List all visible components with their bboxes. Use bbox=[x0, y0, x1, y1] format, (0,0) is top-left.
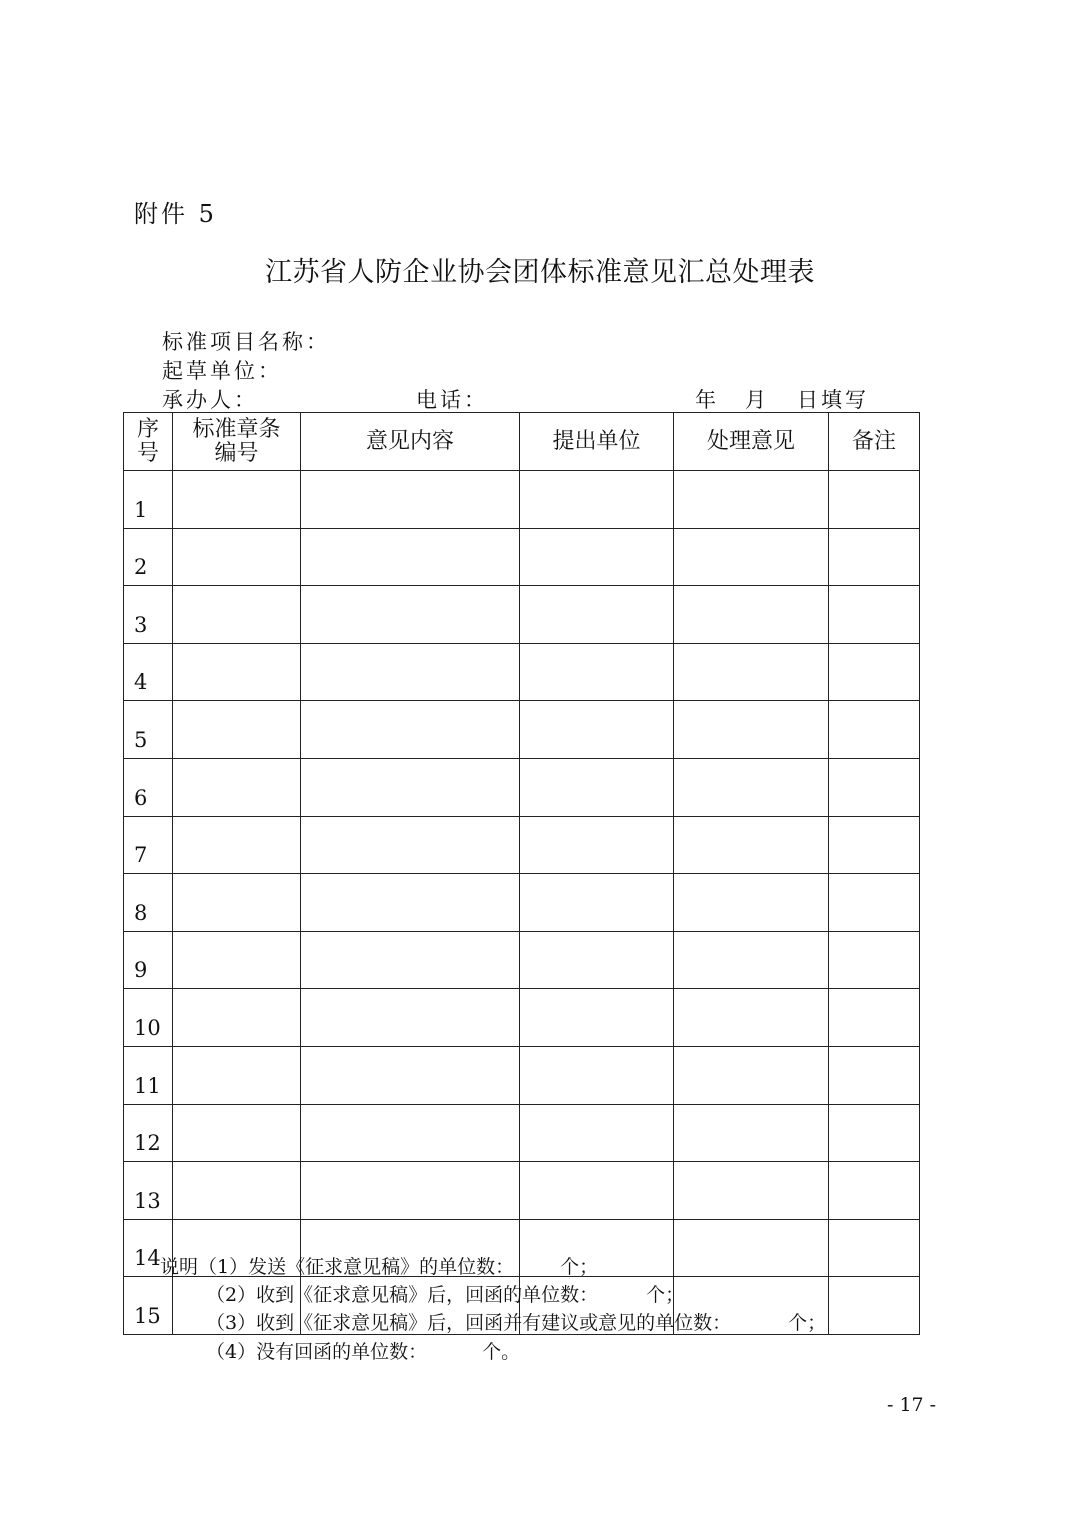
month-label: 月 bbox=[745, 388, 769, 412]
table-row bbox=[124, 701, 920, 759]
table-cell bbox=[520, 471, 674, 529]
table-cell bbox=[829, 643, 920, 701]
table-cell bbox=[674, 1046, 829, 1104]
table-cell bbox=[173, 1046, 301, 1104]
table-cell bbox=[829, 586, 920, 644]
table-cell bbox=[520, 1104, 674, 1162]
table-cell bbox=[520, 816, 674, 874]
table-cell bbox=[301, 758, 520, 816]
row-number: 14 bbox=[124, 1219, 173, 1277]
row-number: 4 bbox=[124, 643, 173, 701]
table-cell bbox=[829, 471, 920, 529]
header-clause-no: 标准章条 编号 bbox=[173, 413, 301, 471]
table-cell bbox=[829, 528, 920, 586]
row-number: 13 bbox=[124, 1162, 173, 1220]
table-cell bbox=[674, 1104, 829, 1162]
table-header-row bbox=[124, 413, 920, 471]
table-cell bbox=[829, 931, 920, 989]
table-cell bbox=[520, 643, 674, 701]
table-cell bbox=[674, 471, 829, 529]
table-cell bbox=[301, 528, 520, 586]
table-cell bbox=[173, 701, 301, 759]
table-cell bbox=[520, 528, 674, 586]
table-cell bbox=[173, 989, 301, 1047]
table-row bbox=[124, 874, 920, 932]
table-cell bbox=[173, 758, 301, 816]
table-cell bbox=[520, 586, 674, 644]
table-cell bbox=[520, 1046, 674, 1104]
table-cell bbox=[829, 758, 920, 816]
table-row bbox=[124, 1162, 920, 1220]
row-number: 1 bbox=[124, 471, 173, 529]
table-cell bbox=[674, 586, 829, 644]
row-number: 11 bbox=[124, 1046, 173, 1104]
table-row bbox=[124, 758, 920, 816]
header-remarks: 备注 bbox=[829, 413, 920, 471]
table-row bbox=[124, 528, 920, 586]
table-cell bbox=[173, 931, 301, 989]
table-cell bbox=[173, 528, 301, 586]
table-cell bbox=[829, 1219, 920, 1277]
table-cell bbox=[829, 1277, 920, 1335]
table-cell bbox=[674, 989, 829, 1047]
table-cell bbox=[520, 1162, 674, 1220]
table-cell bbox=[674, 1162, 829, 1220]
row-number: 3 bbox=[124, 586, 173, 644]
table-cell bbox=[829, 701, 920, 759]
table-cell bbox=[829, 874, 920, 932]
table-cell bbox=[173, 643, 301, 701]
header-handling-opinion: 处理意见 bbox=[674, 413, 829, 471]
note-1: 说明（1）发送《征求意见稿》的单位数： 个； bbox=[160, 1256, 599, 1278]
table-cell bbox=[301, 989, 520, 1047]
row-number: 10 bbox=[124, 989, 173, 1047]
project-name-field: 标准项目名称： bbox=[162, 330, 330, 354]
form-title: 江苏省人防企业协会团体标准意见汇总处理表 bbox=[265, 257, 815, 288]
note-4: （4）没有回函的单位数： 个。 bbox=[206, 1341, 521, 1363]
table-cell bbox=[301, 643, 520, 701]
table-row bbox=[124, 989, 920, 1047]
row-number: 5 bbox=[124, 701, 173, 759]
table-row bbox=[124, 1104, 920, 1162]
table-cell bbox=[173, 471, 301, 529]
day-filled-label: 日填写 bbox=[797, 388, 869, 412]
row-number: 7 bbox=[124, 816, 173, 874]
table-cell bbox=[829, 1162, 920, 1220]
table-cell bbox=[520, 931, 674, 989]
table-cell bbox=[173, 874, 301, 932]
table-cell bbox=[173, 1162, 301, 1220]
table-row bbox=[124, 643, 920, 701]
row-number: 2 bbox=[124, 528, 173, 586]
header-seq: 序 号 bbox=[124, 413, 173, 471]
table-row bbox=[124, 931, 920, 989]
table-cell bbox=[674, 931, 829, 989]
table-row bbox=[124, 816, 920, 874]
table-row bbox=[124, 1046, 920, 1104]
table-cell bbox=[674, 701, 829, 759]
table-cell bbox=[301, 701, 520, 759]
table-cell bbox=[674, 816, 829, 874]
attachment-label: 附件 5 bbox=[134, 200, 217, 228]
table-cell bbox=[173, 586, 301, 644]
table-cell bbox=[674, 1219, 829, 1277]
table-cell bbox=[301, 816, 520, 874]
table-cell bbox=[674, 643, 829, 701]
row-number: 15 bbox=[124, 1277, 173, 1335]
table-cell bbox=[829, 1104, 920, 1162]
table-cell bbox=[520, 758, 674, 816]
row-number: 9 bbox=[124, 931, 173, 989]
header-proposing-unit: 提出单位 bbox=[520, 413, 674, 471]
table-cell bbox=[520, 989, 674, 1047]
table-cell bbox=[520, 874, 674, 932]
table-cell bbox=[829, 1046, 920, 1104]
opinion-summary-table bbox=[123, 412, 920, 1335]
table-cell bbox=[301, 471, 520, 529]
table-cell bbox=[301, 1104, 520, 1162]
table-cell bbox=[173, 1104, 301, 1162]
table-cell bbox=[301, 586, 520, 644]
table-cell bbox=[301, 1046, 520, 1104]
header-opinion-content: 意见内容 bbox=[301, 413, 520, 471]
year-label: 年 bbox=[695, 388, 719, 412]
table-cell bbox=[674, 528, 829, 586]
row-number: 6 bbox=[124, 758, 173, 816]
table-cell bbox=[520, 701, 674, 759]
table-row bbox=[124, 471, 920, 529]
page-number: - 17 - bbox=[887, 1394, 937, 1416]
table-row bbox=[124, 586, 920, 644]
table-cell bbox=[173, 816, 301, 874]
table-cell bbox=[301, 931, 520, 989]
table-cell bbox=[674, 758, 829, 816]
draft-unit-field: 起草单位： bbox=[162, 359, 282, 383]
table-cell bbox=[829, 816, 920, 874]
row-number: 8 bbox=[124, 874, 173, 932]
table-cell bbox=[301, 1162, 520, 1220]
handler-field: 承办人： bbox=[162, 388, 258, 412]
row-number: 12 bbox=[124, 1104, 173, 1162]
phone-field: 电话： bbox=[416, 388, 488, 412]
note-2: （2）收到《征求意见稿》后，回函的单位数： 个； bbox=[206, 1284, 685, 1306]
table-cell bbox=[674, 874, 829, 932]
table-cell bbox=[829, 989, 920, 1047]
note-3: （3）收到《征求意见稿》后，回函并有建议或意见的单位数： 个； bbox=[206, 1312, 827, 1334]
table-cell bbox=[301, 874, 520, 932]
